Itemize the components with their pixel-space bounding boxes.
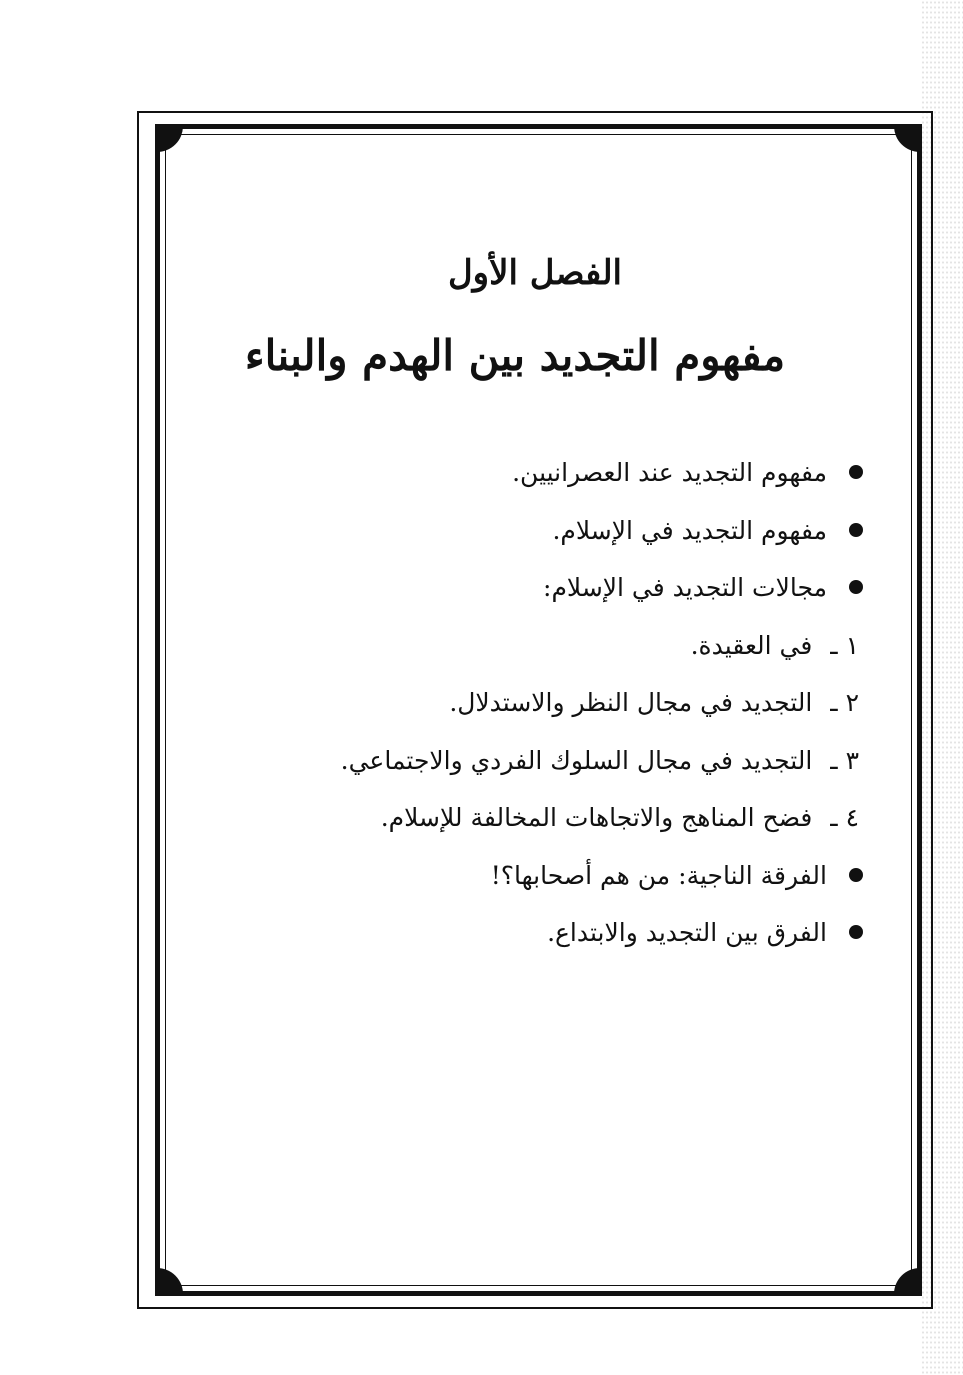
numbered-list-item <box>263 621 863 679</box>
chapter-label: الفصل الأول <box>447 253 623 293</box>
list-item-text: الفرقة الناجية: من هم أصحابها؟! <box>490 860 827 890</box>
list-item-number: ٣ ـ <box>830 745 859 775</box>
list-item <box>263 448 863 506</box>
bullet-icon <box>849 580 863 594</box>
list-item-number: ٤ ـ <box>830 803 859 832</box>
list-item-number: ١ ـ <box>830 630 859 660</box>
chapter-title: مفهوم التجديد بين الهدم والبناء <box>244 331 786 380</box>
list-item-text: التجديد في مجال النظر والاستدلال. <box>449 688 813 717</box>
list-item-text: في العقيدة. <box>690 630 813 660</box>
numbered-list-item <box>263 678 863 736</box>
list-item <box>263 563 863 621</box>
numbered-list-item <box>263 736 863 794</box>
bullet-icon <box>849 465 863 479</box>
list-item-text: مفهوم التجديد عند العصرانيين. <box>512 458 827 487</box>
list-item-text: فضح المناهج والاتجاهات المخالفة للإسلام. <box>380 803 813 832</box>
list-item-number: ٢ ـ <box>830 688 859 717</box>
numbered-list-item <box>263 793 863 851</box>
list-item <box>263 908 863 966</box>
list-item-text: التجديد في مجال السلوك الفردي والاجتماعي. <box>340 745 813 775</box>
list-item-text: مفهوم التجديد في الإسلام. <box>552 515 827 545</box>
bullet-icon <box>849 523 863 537</box>
bullet-icon <box>849 925 863 939</box>
chapter-contents-list <box>263 448 863 966</box>
bullet-icon <box>849 868 863 882</box>
list-item <box>263 851 863 909</box>
list-item-text: الفرق بين التجديد والابتداع. <box>547 918 827 947</box>
list-item-text: مجالات التجديد في الإسلام: <box>543 573 827 602</box>
list-item <box>263 506 863 564</box>
